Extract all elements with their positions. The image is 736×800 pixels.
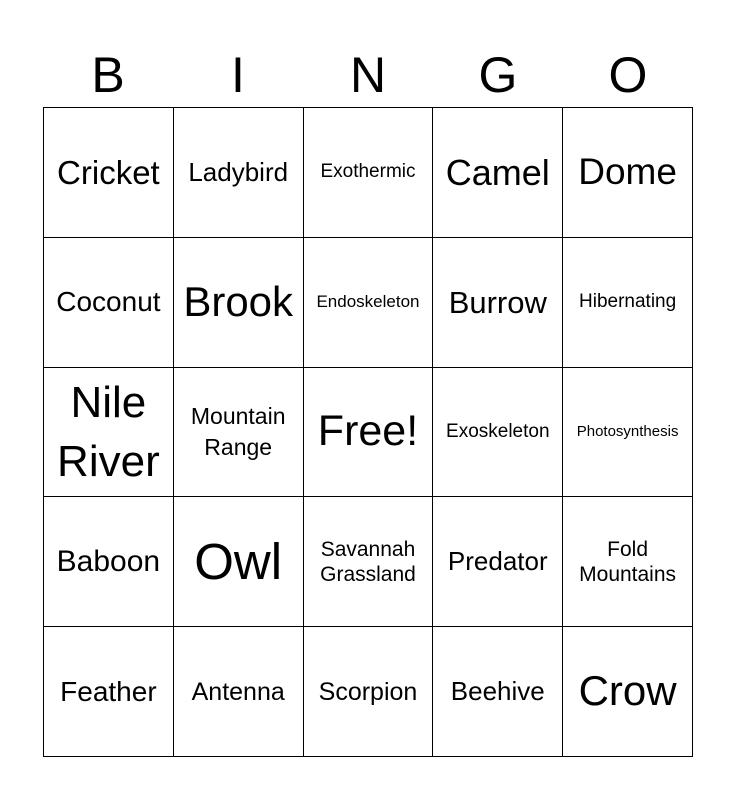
bingo-cell[interactable] [44, 497, 174, 627]
cell-label: Fold Mountains [579, 537, 677, 586]
cell-label: Ladybird [188, 156, 289, 187]
bingo-cell[interactable] [44, 627, 174, 757]
cell-label: Hibernating [579, 290, 677, 312]
bingo-cell[interactable] [304, 497, 434, 627]
cell-label: Owl [194, 533, 283, 591]
cell-label: Free! [317, 407, 419, 456]
bingo-cell[interactable] [44, 108, 174, 238]
bingo-cell[interactable] [433, 238, 563, 368]
bingo-cell[interactable] [44, 238, 174, 368]
bingo-cell[interactable] [433, 108, 563, 238]
cell-label: Camel [445, 151, 550, 193]
cell-label: Exothermic [320, 161, 416, 182]
cell-label: Crow [578, 667, 677, 715]
bingo-cell[interactable] [563, 238, 693, 368]
bingo-cell[interactable] [44, 368, 174, 498]
cell-label: Coconut [56, 286, 161, 318]
cell-label: Mountain Range [190, 402, 286, 460]
cell-label: Endoskeleton [316, 292, 420, 311]
bingo-cell[interactable] [563, 368, 693, 498]
cell-label: Cricket [57, 153, 160, 191]
bingo-cell[interactable] [174, 108, 304, 238]
cell-label: Feather [60, 675, 157, 707]
cell-label: Predator [447, 546, 548, 577]
bingo-cell[interactable] [174, 238, 304, 368]
bingo-cell[interactable] [174, 368, 304, 498]
cell-label: Burrow [448, 284, 547, 320]
cell-label: Scorpion [318, 677, 418, 706]
bingo-cell[interactable] [563, 627, 693, 757]
bingo-cell[interactable] [174, 627, 304, 757]
cell-label: Antenna [191, 677, 285, 706]
bingo-cell[interactable] [433, 368, 563, 498]
header-letter-n: N [349, 47, 387, 103]
cell-label: Beehive [450, 676, 545, 706]
header-letter-b: B [91, 47, 125, 103]
bingo-cell[interactable] [563, 497, 693, 627]
bingo-cell[interactable] [433, 497, 563, 627]
cell-label: Photosynthesis [576, 422, 679, 440]
header-letter-g: G [478, 47, 518, 103]
cell-label: Baboon [56, 544, 161, 578]
free-space[interactable] [304, 368, 434, 498]
bingo-cell[interactable] [304, 108, 434, 238]
header-letter-i: I [231, 47, 245, 103]
cell-label: Nile River [57, 377, 160, 486]
bingo-cell[interactable] [433, 627, 563, 757]
header-letter-o: O [608, 47, 648, 103]
bingo-cell[interactable] [563, 108, 693, 238]
bingo-cell[interactable] [304, 238, 434, 368]
bingo-board [43, 107, 693, 757]
cell-label: Brook [183, 278, 294, 325]
cell-label: Savannah Grassland [320, 537, 416, 586]
bingo-header [43, 44, 693, 106]
cell-label: Dome [578, 151, 677, 193]
cell-label: Exoskeleton [446, 420, 550, 442]
bingo-cell[interactable] [174, 497, 304, 627]
bingo-cell[interactable] [304, 627, 434, 757]
